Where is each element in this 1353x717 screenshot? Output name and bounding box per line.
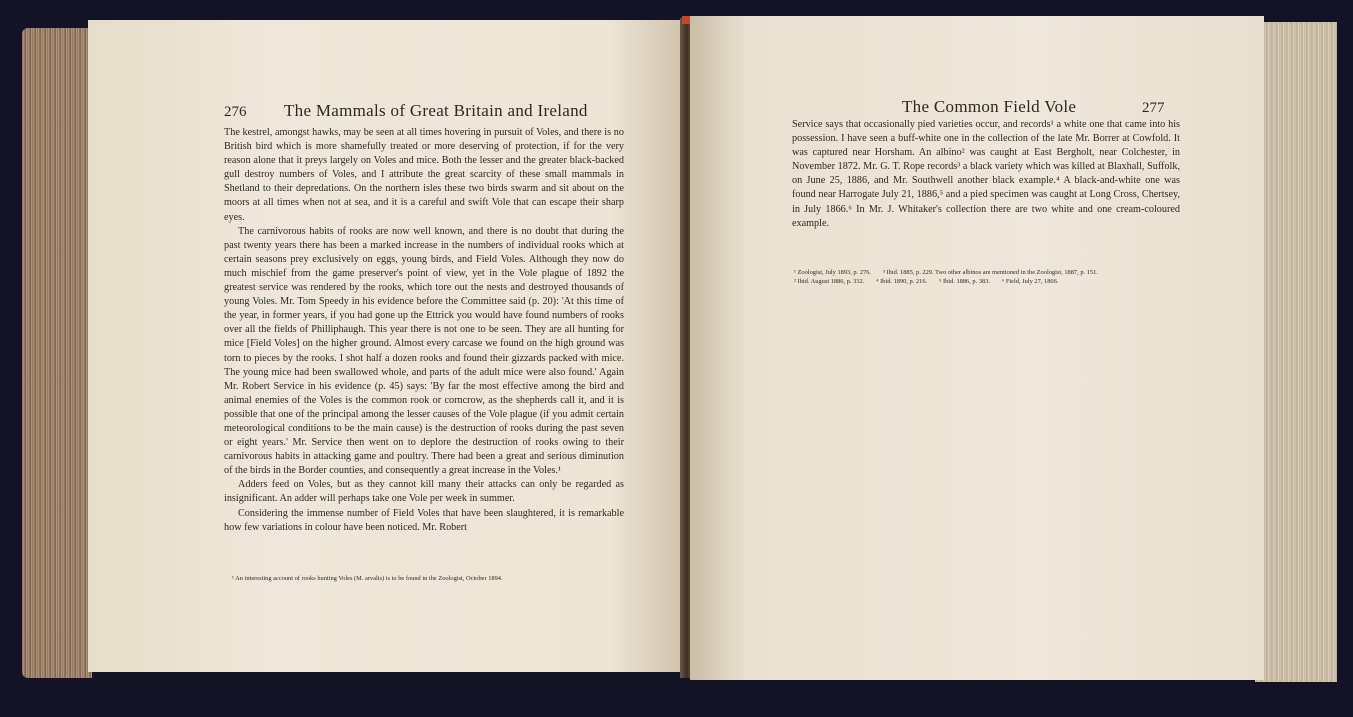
footnotes (794, 268, 1194, 286)
footnote-row (794, 268, 1194, 277)
left-body (224, 126, 624, 535)
running-head: The Mammals of Great Britain and Ireland (284, 101, 588, 120)
paragraph: Service says that occasionally pied varieties occur, and records¹ a white one that came into his possession. I have seen a buff-white one in the collection of the late Mr. Borrer at Cowfold. It was captured near Horsham. An albino² was caught at East Bergholt, near Colchester, in November 1872. Mr. G. T. Rope records³ a black variety which was killed at Blaxhall, Suffolk, on June 25, 1886, and Mr. Southwell another black example.⁴ A black-and-white one was found near Harrogate July 21, 1886,⁵ and a pied specimen was caught at Long Cross, Chertsey, in July 1866.⁶ In Mr. J. Whitaker's collection there are two white and one cream-coloured example. (792, 119, 1180, 229)
left-page-edges (22, 28, 92, 678)
footnote: ⁵ Ibid. 1886, p. 383. (939, 278, 991, 285)
right-page (690, 16, 1264, 680)
page-number: 277 (1142, 100, 1165, 116)
footnote: ¹ Zoologist, July 1893, p. 276. (794, 269, 872, 276)
footnote-row (794, 277, 1194, 286)
paragraph: Considering the immense number of Field Voles that have been slaughtered, it is remarkable how few variations in colour have been noticed. Mr. Robert (224, 507, 624, 533)
running-head: The Common Field Vole (902, 97, 1077, 116)
paragraph: The kestrel, amongst hawks, may be seen at all times hovering in pursuit of Voles, and there is no British bird which is more shamefully treated or more deserving of protection, if for the very reason alone that it preys largely on Voles and mice. Both the lesser and the greater black-backed gull destroy numbers of Voles, and I attribute the great scarcity of these small mammals in Shetland to their depredations. On the northern isles these two birds swarm and sit about on the moors at all times when not at sea, and it is a careful and swift Vole that can escape their sharp eyes. (224, 127, 624, 223)
left-page (88, 20, 682, 672)
footnote: ¹ An interesting account of rooks hunting Voles (M. arvalis) is to be found in the Zoologist, October 1894. (232, 575, 503, 582)
right-body (792, 118, 1180, 231)
footnote: ² Ibid. August 1886, p. 332. (794, 278, 865, 285)
footnote: ³ Ibid. 1885, p. 229. Two other albinos are mentioned in the Zoologist, 1887, p. 151. (883, 269, 1098, 276)
footnote: ⁴ Ibid. 1890, p. 216. (876, 278, 928, 285)
right-page-edges (1255, 22, 1337, 682)
paragraph: The carnivorous habits of rooks are now well known, and there is no doubt that during the past twenty years there has been a marked increase in the numbers of individual rooks which at certain seasons prey exclusively on eggs, young birds, and Field Voles. Although they now do much mischief from the game preserver's point of view, yet in the Vole plague of 1892 the greatest service was rendered by the rooks, which tore out the nests and destroyed thousands of young Voles. Mr. Tom Speedy in his evidence before the Committee said (p. 20): 'At this time of the year, in former years, if you had gone up the Ettrick you would have found numbers of rooks over all the fields of Philliphaugh. This year there is not one to be seen. They are all hunting for mice [Field Voles] on the higher ground. Almost every carcase we found on the high ground was torn to pieces by the rooks. I shot half a dozen rooks and found their gizzards packed with mice. The young mice had been swallowed whole, and parts of the adult mice were also found.' Again Mr. Robert Service in his evidence (p. 45) says: 'By far the most effective among the bird and animal enemies of the Voles is the common rook or corncrow, as the shepherds call it, and it is possible that one of the principal among the lesser causes of the Vole plague (if you admit certain meteorological conditions to be the main cause) is the destruction of rooks during the past seven or eight years.' Mr. Service then went on to deplore the destruction of rooks owing to their carnivorous habits in attacking game and poultry. There had been a great and serious diminution of the birds in the Border counties, and consequently a great increase in the Voles.¹ (224, 225, 624, 477)
page-number: 276 (224, 104, 247, 120)
paragraph: Adders feed on Voles, but as they cannot kill many their attacks can only be regarded as insignificant. An adder will perhaps take one Vole per week in summer. (224, 479, 624, 505)
footnote: ⁶ Field, July 27, 1866. (1002, 278, 1059, 285)
